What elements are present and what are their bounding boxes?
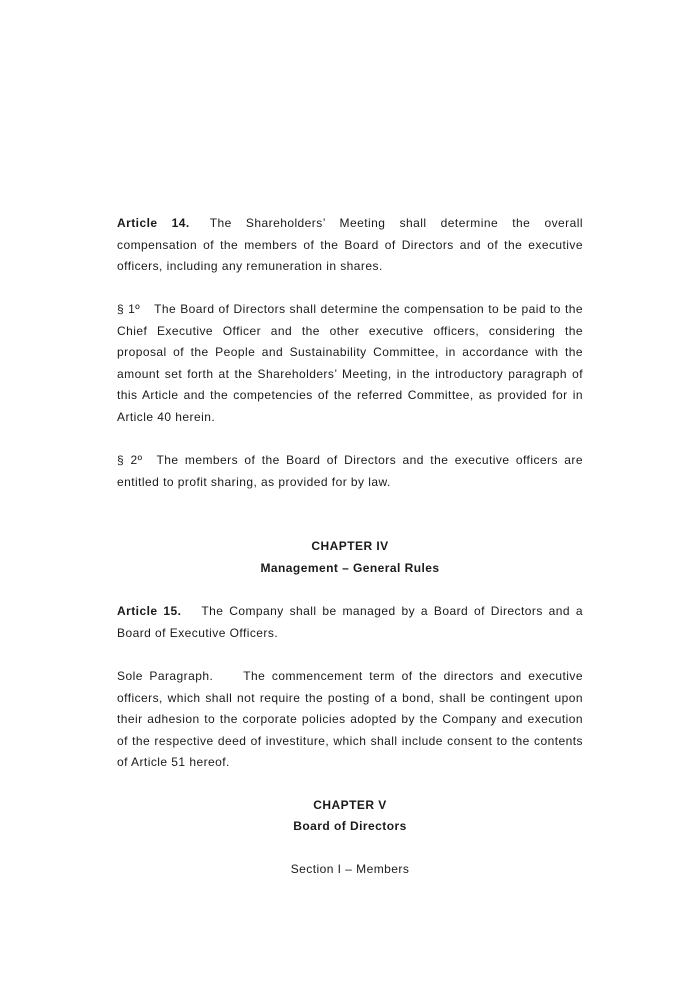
sole-paragraph [117, 666, 583, 774]
article-15-text: The Company shall be managed by a Board of Directors and a Board of Executive Officers. [117, 604, 583, 640]
chapter-iv-subtitle: Management – General Rules [260, 561, 440, 575]
section-i-title: Section I – Members [290, 862, 410, 876]
paragraph-1 [117, 299, 583, 429]
article-15 [117, 601, 583, 644]
article-14 [117, 213, 583, 278]
article-15-heading: Article 15. [117, 604, 182, 618]
paragraph-1-text: The Board of Directors shall determine the compensation to be paid to the Chief Executive Officer and the other executive officers, considering the proposal of the People and Sustainability Committee, in accordance with the amount set forth at the Shareholders’ Meeting, in the introductory paragraph of this Article and the competencies of the referred Committee, as provided for in Article 40 herein. [117, 302, 583, 424]
chapter-iv-title: CHAPTER IV [311, 539, 389, 553]
paragraph-2-marker: § 2º [117, 453, 143, 467]
paragraph-1-marker: § 1º [117, 302, 141, 316]
article-14-text: The Shareholders’ Meeting shall determine the overall compensation of the members of the Board of Directors and of the executive officers, including any remuneration in shares. [117, 216, 583, 274]
chapter-v-title: CHAPTER V [313, 798, 387, 812]
chapter-v-subtitle: Board of Directors [293, 819, 407, 833]
sole-paragraph-label: Sole Paragraph. [117, 669, 214, 683]
paragraph-2-text: The members of the Board of Directors and the executive officers are entitled to profit sharing, as provided for by law. [117, 453, 583, 489]
article-14-heading: Article 14. [117, 216, 190, 230]
paragraph-2 [117, 450, 583, 493]
sole-paragraph-text: The commencement term of the directors and executive officers, which shall not require the posting of a bond, shall be contingent upon their adhesion to the corporate policies adopted by the Company and execution of the respective deed of investiture, which shall include consent to the contents of Article 51 hereof. [117, 669, 583, 770]
